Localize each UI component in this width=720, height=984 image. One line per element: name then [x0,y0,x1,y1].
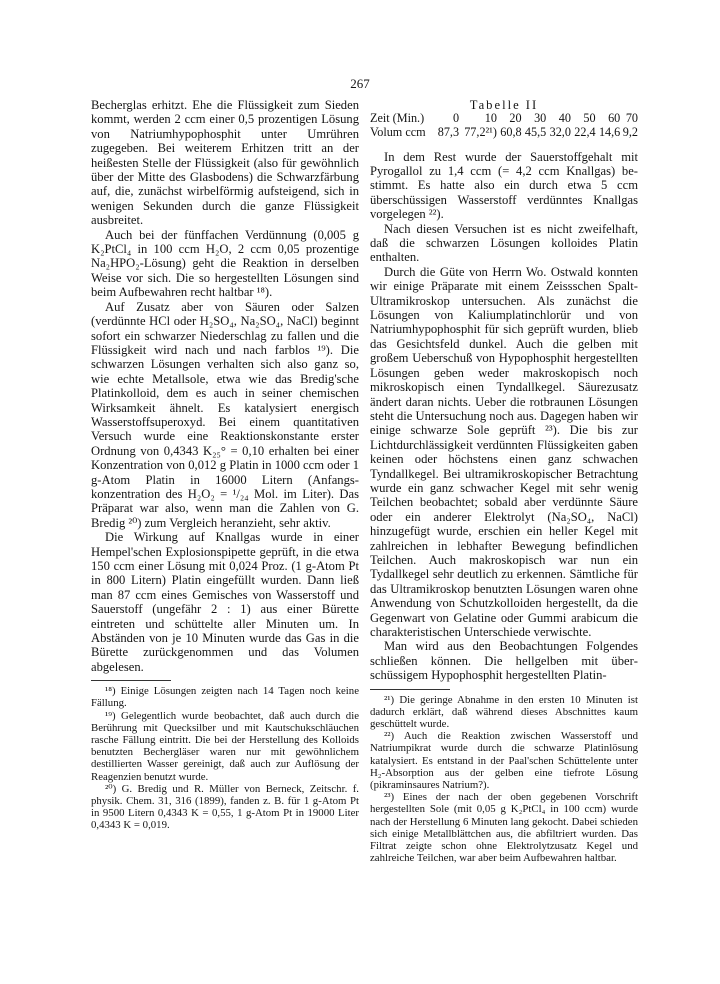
row-label: Volum ccm [370,125,426,139]
cell: 32,0 [549,125,571,139]
cell: 30 [534,111,547,126]
cell: 22,4 [574,125,596,139]
paragraph: Auch bei der fünffachen Verdünnung (0,005 g K₂PtCl₄ in 100 ccm H₂O, 2 ccm 0,05 prozentige Na₂HPO₂-Lösung) geht die Reaktion in derselben Weise vor sich. Die so hergestellten Lösungen sind beim Aufbewahren recht haltbar ¹⁸). [91,227,359,300]
paragraph: Man wird aus den Beobachtungen Folgendes schließen können. Die hellgelben mit überschüssigem Hypophosphit hergestellten Platin- [370,639,638,683]
cell: 10 [484,111,497,126]
footnote: ²⁰) G. Bredig und R. Müller von Berneck, Zeitschr. f. physik. Chem. 31, 316 (1899), fanden z. B. für 1 g-Atom Pt in 9500 Litern 0,4343 K = 0,55, 1 g-Atom Pt in 19000 Liter 0,4343 K = 0,019. [91,782,359,832]
cell: 45,5 [524,125,547,139]
cell: 60,8 [500,125,522,139]
cell: 20 [509,111,522,126]
cell: 0 [452,111,460,126]
cell: 14,6 [598,125,621,139]
cell: 70 [625,111,638,126]
left-column [91,98,359,832]
footnote: ¹⁹) Gelegentlich wurde beobachtet, daß auch durch die Berührung mit Quecksilber und mit Kautschukschläuchen rasche Fällung eintritt. Die bei der Herstellung des Kolloids benutzten Bechergläser waren nur mit gewöhnlichem destillierten Wasser gereinigt, daß auch zur Auflösung der Reagenzien benutzt wurde. [91,709,359,783]
row-label: Zeit (Min.) [370,111,425,126]
paragraph: Nach diesen Versuchen ist es nicht zweifelhaft, daß die schwarzen Lösungen kolloides Platin enthalten. [370,221,638,265]
paragraph: Becherglas erhitzt. Ehe die Flüssigkeit zum Sieden kommt, werden 2 ccm einer 0,5 prozentigen Lösung von Natriumhypophosphit unter Umrühren zugegeben. Bei weiterem Erhitzen tritt an der heißesten Stelle der Flüssigkeit (also für gewöhnlich über der Mitte des Glasbodens) die Schwarzfärbung auf, die, zunächst wirbelförmig aufsteigend, sich in wenigen Sekunden durch die ganze Flüssigkeit ausbreitet. [91,98,359,228]
table-row-time [370,112,638,126]
footnote-rule [91,680,171,681]
page-number: 267 [350,76,370,91]
footnote: ²³) Eines der nach der oben gegebenen Vorschrift hergestellten Sole (mit 0,05 g K₂PtCl₄ in 100 ccm) wurde nach der Herstellung 6 Minuten lang gekocht. Dabei schieden sich einige Metallblättchen aus, die abfiltriert wurden. Das Filtrat zeigte schon ohne Elektrolytzusatz Kegel und zahlreiche Teilchen, war aber beim Aufbewahren haltbar. [370,791,638,865]
paragraph: Die Wirkung auf Knallgas wurde in einer Hempel'schen Explosionspipette geprüft, in die etwa 150 ccm einer Lösung mit 0,024 Proz. (1 g-Atom Pt in 800 Litern) Platin eingefüllt wurden. Dann ließ man 87 ccm eines Gemisches von Wasserstoff und Sauerstoff (ungefähr 2 : 1) aus einer Bürette eintreten und schüttelte aller Minuten um. In Abständen von je 10 Minuten wurde das Gas in die Bürette zurückgenommen und das Volumen abgelesen. [91,530,359,674]
paragraph: Auf Zusatz aber von Säuren oder Salzen (verdünnte HCl oder H₂SO₄, Na₂SO₄, NaCl) beginnt sofort ein schwarzer Niederschlag zu fallen und die Flüssigkeit wird nach und nach farblos ¹⁹). Die schwarzen Lösungen verhalten sich also ganz so, wie echte Metallsole, etwa wie das Bredig'sche Platinkolloid, dem es auch in seiner chemischen Wirksamkeit ähnelt. Es katalysiert energisch Wasserstoffsuperoxyd. Bei einem quantitativen Versuch wurde eine Reaktionskonstante erster Ordnung von 0,4343 K₂₅° = 0,10 erhalten bei einer Konzentration von 0,012 g Platin in 1000 ccm oder 1 g-Atom Platin in 16000 Litern (Anfangskonzentration des H₂O₂ = ¹/₂₄ Mol. im Liter). Das Präparat war also, wenn man die Zahlen von G. Bredig ²⁰) zum Vergleich heranzieht, sehr aktiv. [91,299,359,530]
cell: 50 [583,111,596,126]
cell: 40 [558,111,571,126]
cell: 60 [608,111,621,126]
paragraph: Durch die Güte von Herrn Wo. Ostwald konnten wir einige Präparate mit einem Zeissschen Spalt-Ultramikroskop untersuchen. Als zunächst die Lösungen von Kaliumplatinchlorür und von Natriumhypophosphit für sich geprüft wurden, blieb das Gesichtsfeld dunkel. Auch die gelben mit großem Ueberschuß von Hypophosphit hergestellten Lösungen geben weder makroskopisch noch mikroskopisch einen Tyndallkegel. Säurezusatz ändert daran nichts. Ueber die rotbraunen Lösungen steht die Untersuchung noch aus. Dagegen haben wir einige schwarze Sole geprüft ²³). Die bis zur Lichtdurchlässigkeit verdünnten Flüssigkeiten gaben keinen oder höchstens einen ganz schwachen Tyndallkegel. Bei ultramikroskopischer Betrachtung wurde ein ganz schwacher Kegel mit sehr wenig Teilchen beobachtet; sobald aber verdünnte Säure oder ein anderer Elektrolyt (Na₂SO₄, NaCl) hinzugefügt wurde, erschien ein heller Kegel mit zahlreichen in lebhafter Bewegung befindlichen Teilchen. Auch makroskopisch war nun ein Tydallkegel sehr deutlich zu erkennen. Sämtliche für das Ultramikroskop benutzten Lösungen waren ohne Anwendung von Schutzkolloiden hergestellt, da die Gegenwart von Gelatine oder Gummi arabicum die charakteristischen Unterschiede verwischte. [370,264,638,639]
cell: 77,2²¹) [464,125,497,139]
footnote: ¹⁸) Einige Lösungen zeigten nach 14 Tagen noch keine Fällung. [91,685,359,710]
paragraph: In dem Rest wurde der Sauerstoffgehalt mit Pyrogallol zu 1,4 ccm (= 4,2 ccm Knallgas) bestimmt. Es hatte also ein durch etwa 5 ccm überschüssigen Wasserstoff verdünntes Knallgas vorgelegen ²²). [370,149,638,222]
data-table [370,112,638,139]
right-column [370,98,638,864]
footnote-rule [370,689,450,690]
footnote: ²¹) Die geringe Abnahme in den ersten 10 Minuten ist dadurch erklärt, daß während dieses Abschnittes kaum geschüttelt wurde. [370,693,638,731]
table-row-volume [370,126,638,140]
cell: 9,2 [622,125,638,139]
footnote: ²²) Auch die Reaktion zwischen Wasserstoff und Natriumpikrat wurde durch die schwarze Platinlösung katalysiert. Es entstand in der Paal'schen Schüttelente unter H₂-Absorption aus der gelben eine tiefrote Lösung (pikraminsaures Natrium?). [370,730,638,792]
table-title: Tabelle II [469,98,539,112]
cell: 87,3 [437,125,460,139]
